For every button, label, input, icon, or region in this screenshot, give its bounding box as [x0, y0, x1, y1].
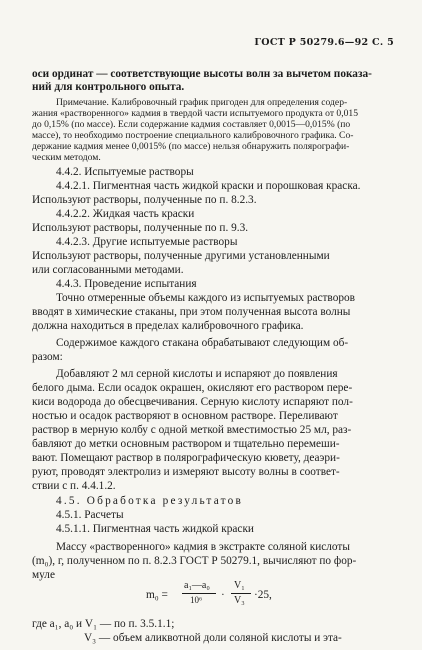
- text-line: киси водорода до обесцвечивания. Серную кислоту испаряют пол-: [32, 396, 353, 408]
- text-line: Используют растворы, полученные по п. 9.3.: [32, 222, 249, 234]
- text-line: оси ординат — соответствующие высоты волн за вычетом показа-: [32, 68, 372, 80]
- text-line: ний для контрольного опыта.: [32, 81, 185, 93]
- text-line: Точно отмеренные объемы каждого из испытуемых растворов: [56, 292, 355, 304]
- formula-numerator: V₁: [234, 580, 245, 591]
- text-line: (m₀), г, полученном по п. 8.2.3 ГОСТ Р 50279.1, вычисляют по фор-: [32, 555, 357, 567]
- text-line: вают. Помещают раствор в полярографическую кювету, деаэри-: [32, 452, 340, 464]
- fraction-line: [231, 593, 251, 594]
- note-line: до 0,15% (по массе). Если содержание кадмия составляет 0,0015—0,015% (по: [32, 119, 351, 130]
- text-line: ствии с п. 4.4.1.2.: [32, 480, 116, 492]
- text-line: белого дыма. Если осадок окрашен, окисляют его раствором пере-: [32, 382, 353, 394]
- text-line: вводят в химические стаканы, при этом полученная высота волны: [32, 306, 351, 318]
- section-heading: 4.4.2. Испытуемые растворы: [56, 166, 194, 178]
- note-line: Примечание. Калибровочный график пригоден для определения содер-: [56, 97, 348, 108]
- formula-numerator: a₁—a₀: [184, 580, 210, 591]
- text-line: Используют растворы, полученные по п. 8.2.3.: [32, 194, 257, 206]
- section-heading: 4.4.3. Проведение испытания: [56, 278, 197, 290]
- text-line: бавляют до метки основным раствором и тщательно перемеши-: [32, 438, 340, 450]
- page-header: ГОСТ Р 50279.6—92 С. 5: [254, 37, 394, 48]
- section-heading: 4.4.2.3. Другие испытуемые растворы: [56, 236, 238, 248]
- text-line: должна находиться в пределах калибровочного графика.: [32, 320, 304, 332]
- formula-denominator: 10⁶: [190, 595, 203, 605]
- text-line: руют, проводят электролиз и измеряют высоту волны в соответ-: [32, 466, 340, 478]
- section-heading: 4.4.2.2. Жидкая часть краски: [56, 208, 195, 220]
- note-line: массе), то необходимо построение специального калибровочного графика. Со-: [32, 130, 354, 141]
- section-heading: 4.5. Обработка результатов: [56, 495, 243, 507]
- section-heading: 4.4.2.1. Пигментная часть жидкой краски и порошковая краска.: [56, 180, 361, 192]
- text-line: ностью и осадок растворяют в основном растворе. Переливают: [32, 410, 338, 422]
- formula-tail: ·25,: [254, 589, 272, 601]
- text-line: где a₁, a₀ и V₁ — по п. 3.5.1.1;: [32, 618, 175, 630]
- text-line: Содержимое каждого стакана обрабатывают следующим об-: [56, 337, 349, 349]
- note-line: ческим методом.: [32, 152, 101, 163]
- formula-m0: [146, 580, 296, 614]
- text-line: или согласованными методами.: [32, 264, 184, 276]
- formula-lhs: m₀ =: [146, 589, 168, 601]
- formula-dot: ·: [221, 589, 225, 601]
- note-line: держание кадмия менее 0,0015% (по массе) нельзя обнаружить полярографи-: [32, 141, 350, 152]
- fraction-line: [182, 593, 216, 594]
- text-line: муле: [32, 569, 55, 581]
- note-line: жания «растворенного» кадмия в твердой части испытуемого продукта от 0,015: [32, 108, 359, 119]
- text-line: Массу «растворенного» кадмия в экстракте соляной кислоты: [56, 541, 350, 553]
- text-line: разом:: [32, 351, 63, 363]
- text-line: раствор в мерную колбу с одной меткой вместимостью 25 мл, раз-: [32, 424, 352, 436]
- section-heading: 4.5.1.1. Пигментная часть жидкой краски: [56, 523, 254, 535]
- formula-denominator: V₃: [234, 595, 245, 606]
- text-line: V₃ — объем аликвотной доли соляной кислоты и эта-: [84, 632, 342, 644]
- text-line: Используют растворы, полученные другими установленными: [32, 250, 330, 262]
- text-line: Добавляют 2 мл серной кислоты и испаряют до появления: [56, 368, 338, 380]
- section-heading: 4.5.1. Расчеты: [56, 509, 124, 521]
